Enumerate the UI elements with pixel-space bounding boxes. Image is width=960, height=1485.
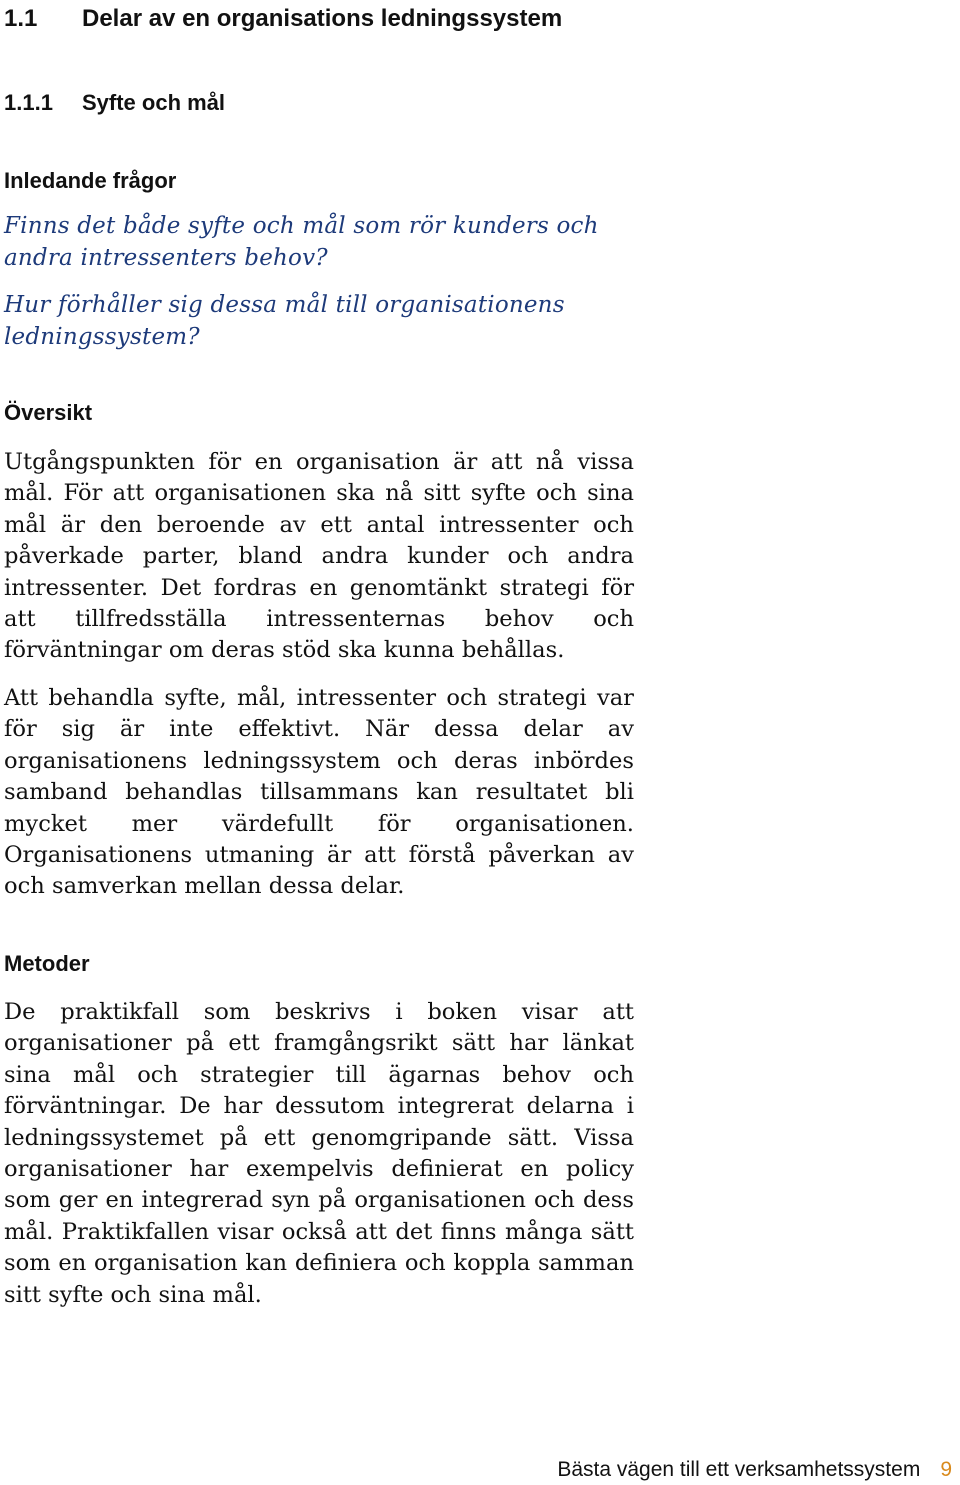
methods-paragraph-1: De praktikfall som beskrivs i boken visar att organisationer på ett framgångsrikt sätt har länkat sina mål och strategier till ägarnas behov och förväntningar. De har dessutom integrerat delarna i ledningssystemet på ett genomgripande sätt. Vissa organisationer har exempelvis definierat en policy som ger en integrerad syn på organisationen och dess mål. Praktikfallen visar också att det finns många sätt som en organisation kan definiera och koppla samman sitt syfte och sina mål. (4, 999, 634, 1308)
intro-heading: Inledande frågor (4, 168, 177, 193)
subsection-heading (4, 88, 225, 118)
overview-paragraph-1: Utgångspunkten för en organisation är att nå vissa mål. För att organisationen ska nå sitt syfte och sina mål är den beroende av ett antal intressenter och påverkade parter, bland andra kunder och andra intressenter. Det fordras en genomtänkt strategi för att tillfredsställa intressenternas behov och förväntningar om deras stöd ska kunna behållas. (4, 449, 634, 664)
subsection-number: 1.1.1 (4, 90, 53, 115)
overview-heading: Översikt (4, 400, 93, 425)
section-number: 1.1 (4, 5, 38, 32)
page-footer (557, 1455, 952, 1485)
subsection-title: Syfte och mål (82, 90, 226, 115)
footer-book-title: Bästa vägen till ett verksamhetssystem (557, 1458, 921, 1481)
intro-question-2: Hur förhåller sig dessa mål till organisationens ledningssystem? (4, 292, 565, 350)
footer-page-number: 9 (940, 1458, 952, 1481)
section-heading (4, 2, 624, 36)
methods-heading: Metoder (4, 951, 90, 976)
overview-paragraph-2: Att behandla syfte, mål, intressenter och strategi var för sig är inte effektivt. När dessa delar av organisationens ledningssystem och deras inbördes samband behandlas tillsammans kan resultatet bli mycket mer värdefullt för organisationen. Organisationens utmaning är att förstå påverkan av och samverkan mellan dessa delar. (4, 685, 634, 900)
intro-question-1: Finns det både syfte och mål som rör kunders och andra intressenters behov? (4, 213, 599, 271)
section-title: Delar av en organisations ledningssystem (82, 5, 563, 32)
